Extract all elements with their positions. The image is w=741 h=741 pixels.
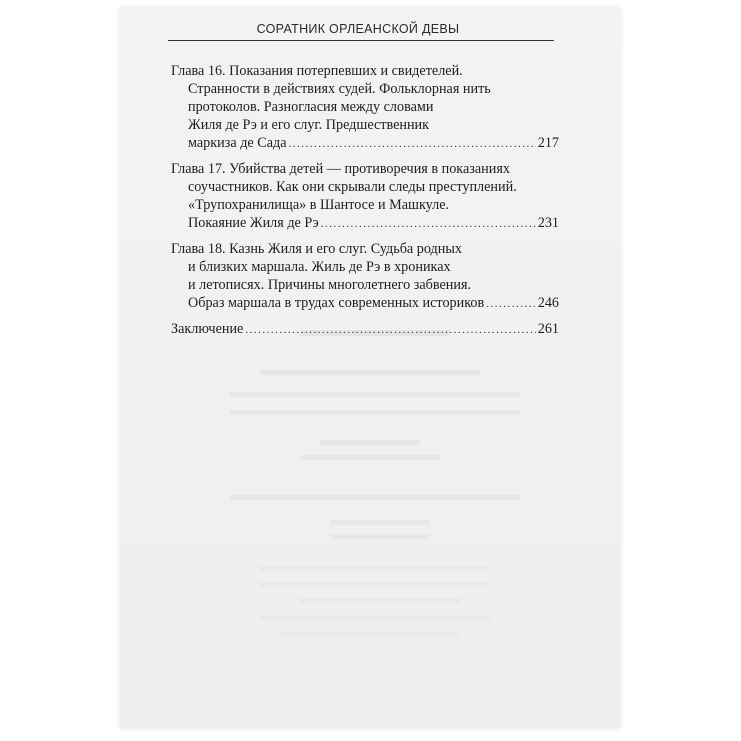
toc-entry-text: и близких маршала. Жиль де Рэ в хрониках [188,259,451,275]
toc-entry-text: Покаяние Жиля де Рэ [188,215,319,231]
dot-leader [245,321,535,339]
toc-entry-title: Глава 18. Казнь Жиля и его слуг. Судьба родных [171,241,462,257]
toc-entry-title: Глава 17. Убийства детей — противоречия в показаниях [171,161,510,177]
page-number: 231 [537,215,559,231]
toc-entry-text: и летописях. Причины многолетнего забвения. [188,277,472,293]
header-rule [168,40,554,41]
toc-entry-text: протоколов. Разногласия между словами [188,99,434,115]
toc-entry-chapter-18 [171,240,559,312]
toc-entry-last-line [171,320,559,338]
toc-entry-conclusion [171,320,559,338]
toc-entry-text: Жиля де Рэ и его слуг. Предшественник [188,117,430,133]
toc-entry-text: Образ маршала в трудах современных историков [188,295,485,311]
toc-entry-last-line [171,294,559,312]
toc-entry-title: Глава 16. Показания потерпевших и свидетелей. [171,63,463,79]
page-number: 261 [537,321,559,337]
toc-entry-chapter-16 [171,62,559,152]
dot-leader [289,135,536,153]
toc-entry-last-line [171,134,559,152]
toc-entry-chapter-17 [171,160,559,232]
page-number: 246 [537,295,559,311]
toc-entry-text: «Трупохранилища» в Шантосе и Машкуле. [188,197,450,213]
toc-entry-last-line [171,214,559,232]
toc-entry-text: маркиза де Сада [188,135,287,151]
toc-entry-text: соучастников. Как они скрывали следы преступлений. [188,179,517,195]
toc-entry-text: Странности в действиях судей. Фольклорная нить [188,81,491,97]
page-number: 217 [537,135,559,151]
running-head: СОРАТНИК ОРЛЕАНСКОЙ ДЕВЫ [256,22,460,36]
dot-leader [486,295,536,313]
table-of-contents [171,62,559,346]
toc-entry-title: Заключение [171,321,244,337]
dot-leader [321,215,536,233]
